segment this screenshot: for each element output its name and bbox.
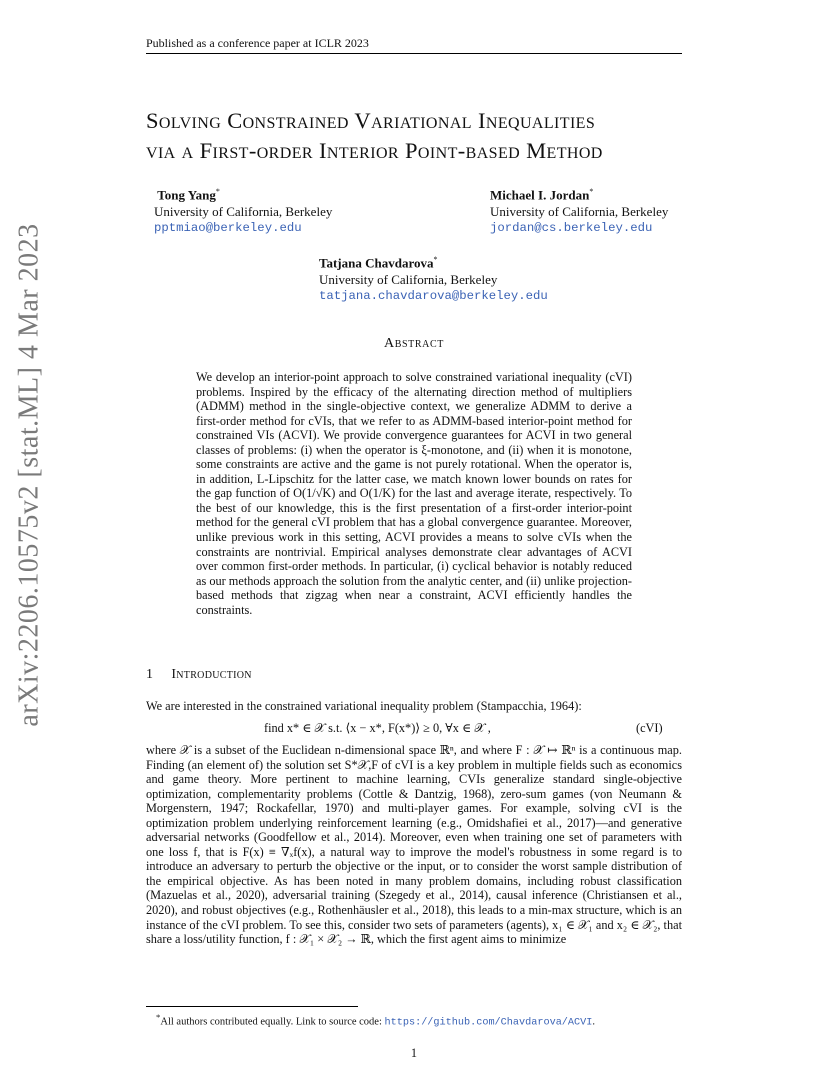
footnote-mark: * (156, 1012, 161, 1022)
footnote (156, 1012, 595, 1029)
paper-title (146, 106, 706, 166)
author-mark: * (215, 187, 220, 196)
section-title: Introduction (171, 667, 252, 682)
author-affiliation: University of California, Berkeley (490, 204, 669, 220)
section-number: 1 (146, 667, 154, 682)
author-name: Michael I. Jordan (490, 187, 590, 203)
author-block-2 (490, 183, 668, 237)
footnote-rule (146, 1006, 358, 1007)
title-line-1: Solving Constrained Variational Inequalities (146, 108, 596, 133)
abstract-heading: Abstract (384, 336, 444, 351)
source-code-link[interactable]: https://github.com/Chavdarova/ACVI (384, 1017, 593, 1029)
author-email[interactable]: tatjana.chavdarova@berkeley.edu (319, 289, 548, 304)
author-mark: * (433, 255, 438, 264)
cvi-equation: find x* ∈ 𝒳 s.t. ⟨x − x*, F(x*)⟩ ≥ 0, ∀x ∈ 𝒳 , (264, 721, 491, 735)
running-header: Published as a conference paper at ICLR 2023 (146, 36, 369, 50)
author-email[interactable]: pptmiao@berkeley.edu (154, 221, 302, 236)
author-name: Tatjana Chavdarova (319, 255, 434, 271)
title-line-2: via a First-order Interior Point-based Method (146, 138, 603, 163)
footnote-end: . (592, 1016, 595, 1028)
author-email[interactable]: jordan@cs.berkeley.edu (490, 221, 653, 236)
author-block-1 (154, 183, 332, 237)
footnote-text: All authors contributed equally. Link to source code: (160, 1016, 385, 1028)
arxiv-stamp-text: arXiv:2206.10575v2 [stat.ML] 4 Mar 2023 (14, 223, 45, 727)
author-affiliation: University of California, Berkeley (319, 272, 498, 288)
intro-paragraph-2: where 𝒳 is a subset of the Euclidean n-dimensional space ℝⁿ, and where F : 𝒳 ↦ ℝⁿ is a continuous map. Finding (an element of) the solution set S*𝒳,F of cVI is a key problem in multiple fields such as economics and game theory. More pertinent to machine learning, CVIs generalize standard single-objective optimization, complementarity problems (Cottle & Dantzig, 1968), zero-sum games (von Neumann & Morgenstern, 1947; Rockafellar, 1970) and multi-player games. For example, solving cVI is the optimization problem underlying reinforcement learning (e.g., Omidshafiei et al., 2017)—and generative adversarial networks (Goodfellow et al., 2014). Moreover, even when training one set of parameters with one loss f, that is F(x) ≡ ∇ₓf(x), a natural way to improve the model's robustness in some regard is to introduce an adversary to perturb the objective or the input, or to consider the worst sample distribution of the empirical objective. As has been noted in many problem domains, including robust classification (Mazuelas et al., 2020), adversarial training (Szegedy et al., 2014), causal inference (Christiansen et al., 2020), and robust objectives (e.g., Rothenhäusler et al., 2018), this leads to a min-max structure, which is an instance of the cVI problem. To see this, consider two sets of parameters (agents), x₁ ∈ 𝒳₁ and x₂ ∈ 𝒳₂, that share a loss/utility function, f : 𝒳₁ × 𝒳₂ → ℝ, which the first agent aims to minimize (146, 743, 682, 947)
section-heading (146, 667, 252, 683)
author-affiliation: University of California, Berkeley (154, 204, 333, 220)
equation-tag: (cVI) (636, 721, 663, 735)
author-name: Tong Yang (157, 187, 216, 203)
author-block-3 (319, 251, 548, 305)
header-rule (146, 53, 682, 54)
intro-paragraph-1: We are interested in the constrained variational inequality problem (Stampacchia, 1964): (146, 699, 582, 713)
author-mark: * (589, 187, 594, 196)
page-number: 1 (410, 1046, 418, 1060)
abstract-body: We develop an interior-point approach to solve constrained variational inequality (cVI) problems. Inspired by the efficacy of the alternating direction method of multipliers (ADMM) method in the single-objective context, we generalize ADMM to derive a first-order method for cVIs, that we refer to as ADMM-based interior-point method for constrained VIs (ACVI). We provide convergence guarantees for ACVI in two general classes of problems: (i) when the operator is ξ-monotone, and (ii) when it is monotone, some constraints are active and the game is not purely rotational. When the operator is, in addition, L-Lipschitz for the latter case, we match known lower bounds on rates for the gap function of O(1/√K) and O(1/K) for the last and average iterate, respectively. To the best of our knowledge, this is the first presentation of a first-order interior-point method for the general cVI problem that has a global convergence guarantee. Moreover, unlike previous work in this setting, ACVI provides a means to solve cVIs when the constraints are nontrivial. Empirical analyses demonstrate clear advantages of ACVI over common first-order methods. In particular, (i) cyclical behavior is notably reduced as our methods approach the solution from the analytic center, and (ii) unlike projection-based methods that zigzag when near a constraint, ACVI efficiently handles the constraints. (196, 370, 632, 617)
